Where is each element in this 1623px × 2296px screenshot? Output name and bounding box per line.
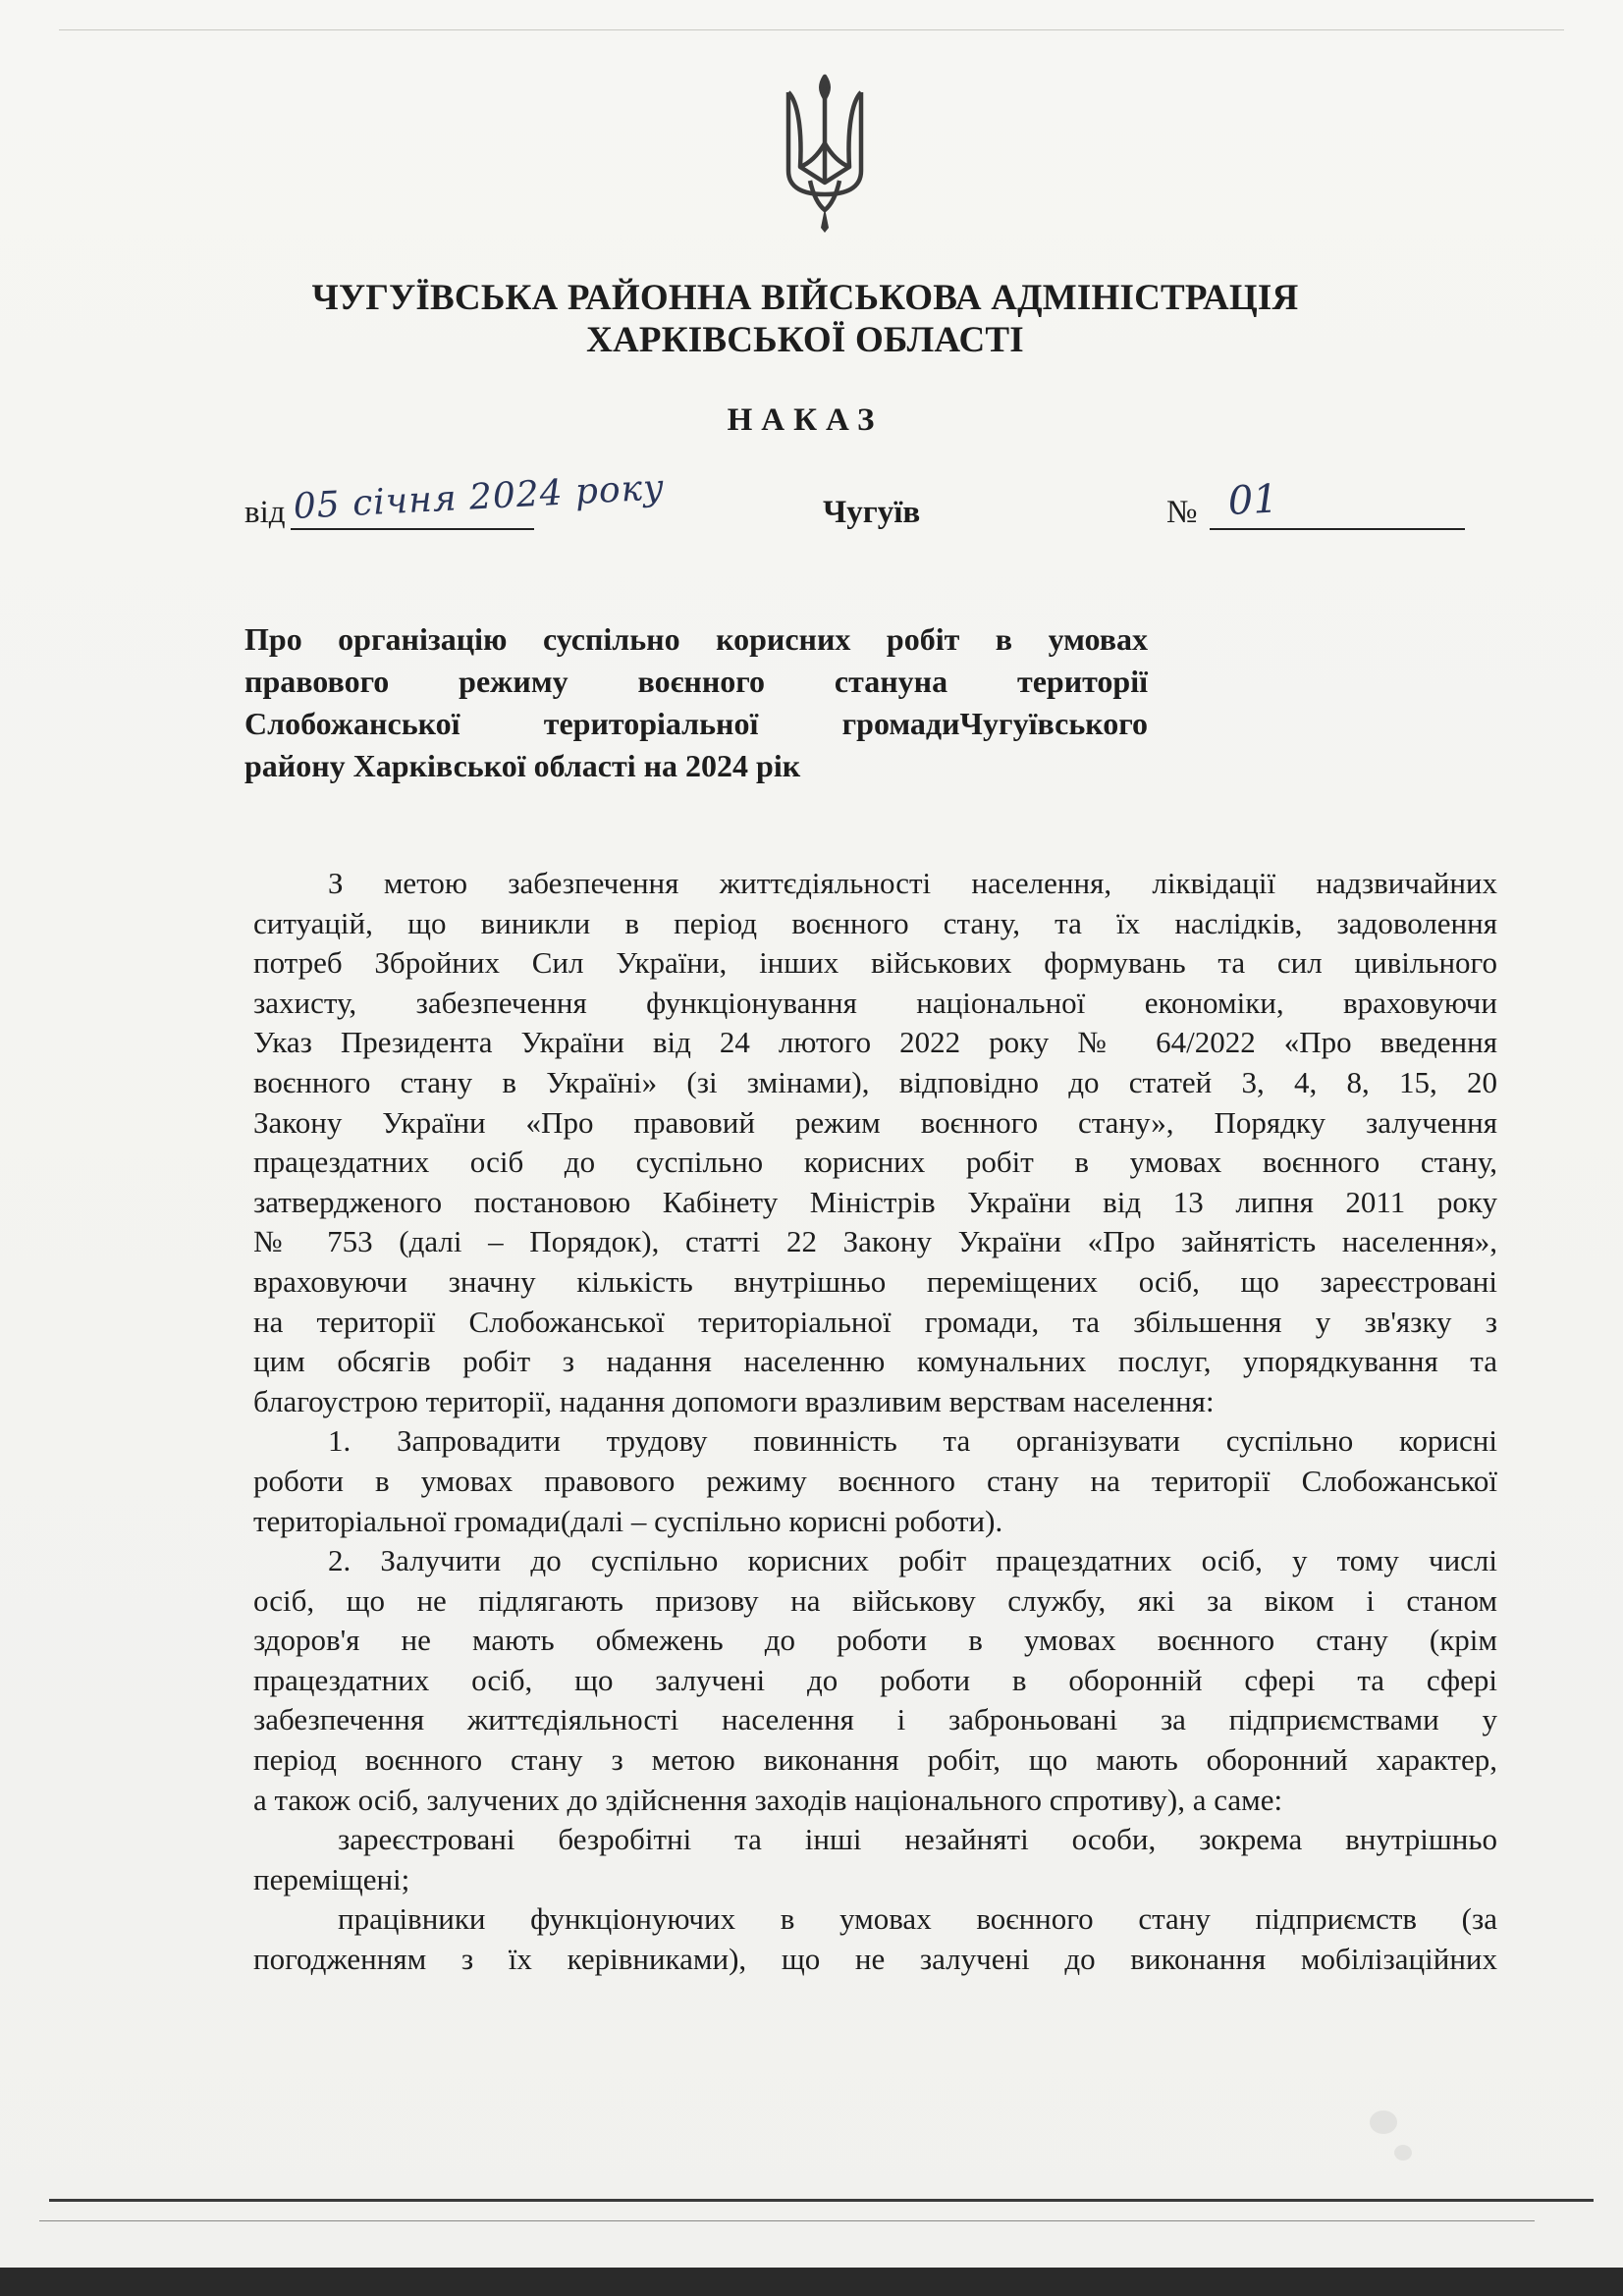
body-line: зареєстровані безробітні та інші незайняті особи, зокрема внутрішньо xyxy=(338,1822,1497,1857)
date-prefix: від xyxy=(244,495,286,530)
body-line: переміщені; xyxy=(253,1861,410,1896)
body-line: 2. Залучити до суспільно корисних робіт працездатних осіб, у тому числі xyxy=(328,1543,1497,1578)
bottom-border-line xyxy=(49,2199,1594,2202)
body-line: цим обсягів робіт з надання населенню комунальних послуг, упорядкування та xyxy=(253,1344,1497,1379)
body-line: період воєнного стану з метою виконання робіт, що мають оборонний характер, xyxy=(253,1742,1497,1778)
subject-line: Слобожанської територіальної громадиЧугуївського xyxy=(244,706,1148,741)
body-line: працездатних осіб, що залучені до роботи в оборонній сфері та сфері xyxy=(253,1662,1497,1697)
body-line: роботи в умовах правового режиму воєнного стану на території Слобожанської xyxy=(253,1463,1497,1498)
body-line: Указ Президента України від 24 лютого 2022 року № 64/2022 «Про введення xyxy=(253,1025,1497,1060)
body-line: № 753 (далі – Порядок), статті 22 Закону України «Про зайнятість населення», xyxy=(253,1224,1497,1259)
number-prefix: № xyxy=(1166,495,1198,530)
body-line: 1. Запровадити трудову повинність та організувати суспільно корисні xyxy=(328,1423,1497,1459)
body-line: Закону України «Про правовий режим воєнного стану», Порядку залучення xyxy=(253,1104,1497,1140)
scan-top-edge xyxy=(59,29,1564,30)
order-body xyxy=(253,864,1497,1980)
subject-line: району Харківської області на 2024 рік xyxy=(244,748,801,783)
handwritten-number: 01 xyxy=(1226,476,1279,524)
body-line: потреб Збройних Сил України, інших військових формувань та сил цивільного xyxy=(253,945,1497,981)
date-underline xyxy=(291,528,534,530)
body-line: захисту, забезпечення функціонування національної економіки, враховуючи xyxy=(253,985,1497,1020)
subject-line: правового режиму воєнного стануна території xyxy=(244,664,1148,699)
body-line: працівники функціонуючих в умовах воєнного стану підприємств (за xyxy=(338,1901,1497,1937)
body-line: осіб, що не підлягають призову на військову службу, які за віком і станом xyxy=(253,1582,1497,1618)
body-line: погодженням з їх керівниками), що не залучені до виконання мобілізаційних xyxy=(253,1942,1497,1977)
body-line: З метою забезпечення життєдіяльності населення, ліквідації надзвичайних xyxy=(328,866,1497,900)
bottom-border-line-thin xyxy=(39,2220,1535,2221)
body-line: на території Слобожанської територіальної громади, та збільшення у зв'язку з xyxy=(253,1304,1497,1339)
scanner-background xyxy=(0,2268,1623,2296)
body-line: воєнного стану в Україні» (зі змінами), відповідно до статей 3, 4, 8, 15, 20 xyxy=(253,1064,1497,1099)
authority-title-line1: ЧУГУЇВСЬКА РАЙОННА ВІЙСЬКОВА АДМІНІСТРАЦІЯ xyxy=(311,278,1299,318)
body-line: територіальної громади(далі – суспільно корисні роботи). xyxy=(253,1503,1003,1538)
body-line: здоров'я не мають обмежень до роботи в умовах воєнного стану (крім xyxy=(253,1623,1497,1658)
body-line: а також осіб, залучених до здійснення заходів національного спротиву), а саме: xyxy=(253,1782,1283,1817)
body-line: ситуацій, що виникли в період воєнного стану, та їх наслідків, задоволення xyxy=(253,905,1497,940)
handwritten-date: 05 січня 2024 року xyxy=(292,467,666,527)
body-line: благоустрою території, надання допомоги вразливим верствам населення: xyxy=(253,1383,1215,1418)
body-line: працездатних осіб до суспільно корисних робіт в умовах воєнного стану, xyxy=(253,1145,1497,1180)
scan-smudge xyxy=(1370,2110,1397,2134)
body-line: враховуючи значну кількість внутрішньо переміщених осіб, що зареєстровані xyxy=(253,1263,1497,1299)
city-name: Чугуїв xyxy=(823,495,921,530)
number-underline xyxy=(1210,528,1465,530)
authority-title-line2: ХАРКІВСЬКОЇ ОБЛАСТІ xyxy=(586,320,1024,360)
scan-smudge xyxy=(1394,2145,1412,2161)
order-subject xyxy=(244,618,1148,787)
body-line: затвердженого постановою Кабінету Міністрів України від 13 липня 2011 року xyxy=(253,1184,1497,1219)
trident-emblem-icon xyxy=(781,73,869,236)
subject-line: Про організацію суспільно корисних робіт в умовах xyxy=(244,621,1148,657)
document-type-title: НАКАЗ xyxy=(727,402,884,438)
body-line: забезпечення життєдіяльності населення і заброньовані за підприємствами у xyxy=(253,1702,1497,1737)
